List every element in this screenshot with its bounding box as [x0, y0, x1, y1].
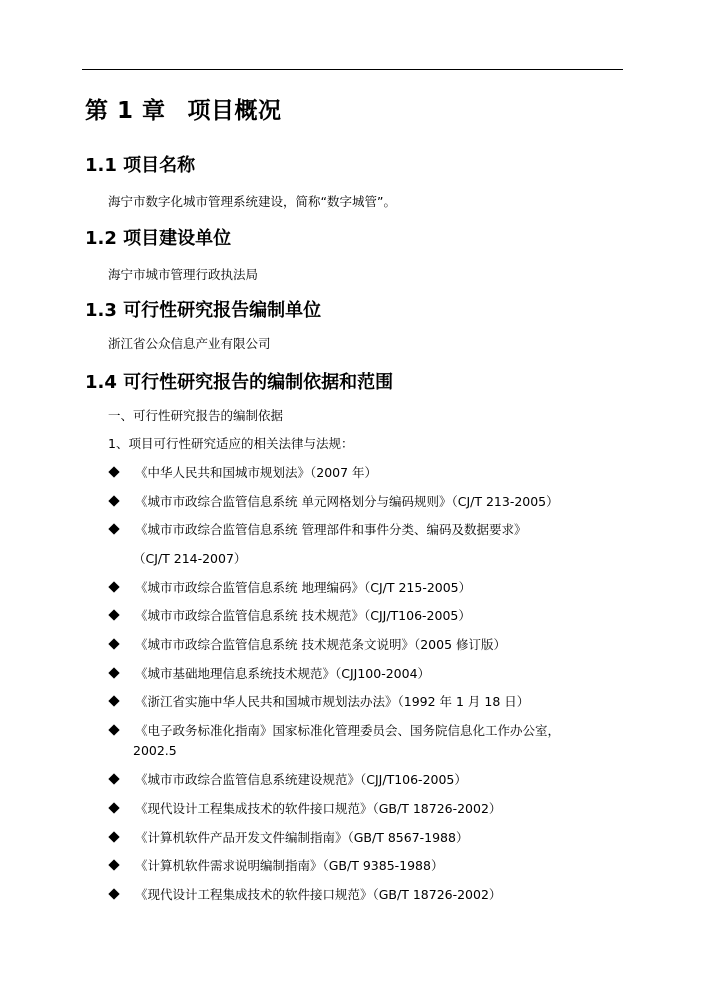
chapter-heading: [85, 92, 282, 125]
list-item-continuation: 2002.5: [133, 743, 177, 758]
section-heading-1-4: 1.4 可行性研究报告的编制依据和范围: [85, 372, 394, 393]
diamond-bullet-icon: [108, 773, 119, 784]
list-item: 《城市市政综合监管信息系统 技术规范》（CJJ/T106-2005）: [110, 606, 471, 624]
diamond-bullet-icon: [108, 667, 119, 678]
chapter-title: 项目概况: [187, 98, 282, 124]
diamond-bullet-icon: [108, 638, 119, 649]
list-item: 《现代设计工程集成技术的软件接口规范》（GB/T 18726-2002）: [110, 799, 501, 817]
diamond-bullet-icon: [108, 802, 119, 813]
diamond-bullet-icon: [108, 859, 119, 870]
diamond-bullet-icon: [108, 695, 119, 706]
section-heading-1-3: 1.3 可行性研究报告编制单位: [85, 300, 322, 321]
section-text-1-3: 浙江省公众信息产业有限公司: [108, 336, 271, 351]
list-item: 《现代设计工程集成技术的软件接口规范》（GB/T 18726-2002）: [110, 885, 501, 903]
list-item: 《中华人民共和国城市规划法》（2007 年）: [110, 463, 377, 481]
header-rule: [82, 69, 623, 70]
list-item: 《城市市政综合监管信息系统建设规范》（CJJ/T106-2005）: [110, 770, 467, 788]
diamond-bullet-icon: [108, 523, 119, 534]
list-item: 《城市市政综合监管信息系统 地理编码》（CJ/T 215-2005）: [110, 578, 471, 596]
section-text-1-1: 海宁市数字化城市管理系统建设，简称“数字城管”。: [108, 194, 396, 209]
list-item: 《电子政务标准化指南》国家标准化管理委员会、国务院信息化工作办公室，: [110, 721, 560, 739]
diamond-bullet-icon: [108, 609, 119, 620]
list-item: 《浙江省实施中华人民共和国城市规划法办法》（1992 年 1 月 18 日）: [110, 692, 529, 710]
diamond-bullet-icon: [108, 831, 119, 842]
diamond-bullet-icon: [108, 495, 119, 506]
section-heading-1-2: 1.2 项目建设单位: [85, 228, 232, 249]
basis-item-intro: 1、项目可行性研究适应的相关法律与法规：: [108, 436, 354, 451]
list-item: 《城市市政综合监管信息系统 技术规范条文说明》（2005 修订版）: [110, 635, 506, 653]
diamond-bullet-icon: [108, 466, 119, 477]
list-item-continuation: （CJ/T 214-2007）: [133, 551, 247, 566]
diamond-bullet-icon: [108, 724, 119, 735]
list-item: 《城市市政综合监管信息系统 单元网格划分与编码规则》（CJ/T 213-2005）: [110, 492, 559, 510]
chapter-number: 第 1 章: [85, 98, 166, 124]
section-heading-1-1: 1.1 项目名称: [85, 155, 196, 176]
section-text-1-2: 海宁市城市管理行政执法局: [108, 267, 259, 282]
list-item: 《计算机软件需求说明编制指南》（GB/T 9385-1988）: [110, 856, 443, 874]
list-item: 《城市市政综合监管信息系统 管理部件和事件分类、编码及数据要求》: [110, 520, 526, 538]
diamond-bullet-icon: [108, 888, 119, 899]
diamond-bullet-icon: [108, 581, 119, 592]
list-item: 《计算机软件产品开发文件编制指南》（GB/T 8567-1988）: [110, 828, 468, 846]
basis-subheading: 一、可行性研究报告的编制依据: [108, 408, 284, 423]
list-item: 《城市基础地理信息系统技术规范》（CJJ100-2004）: [110, 664, 430, 682]
